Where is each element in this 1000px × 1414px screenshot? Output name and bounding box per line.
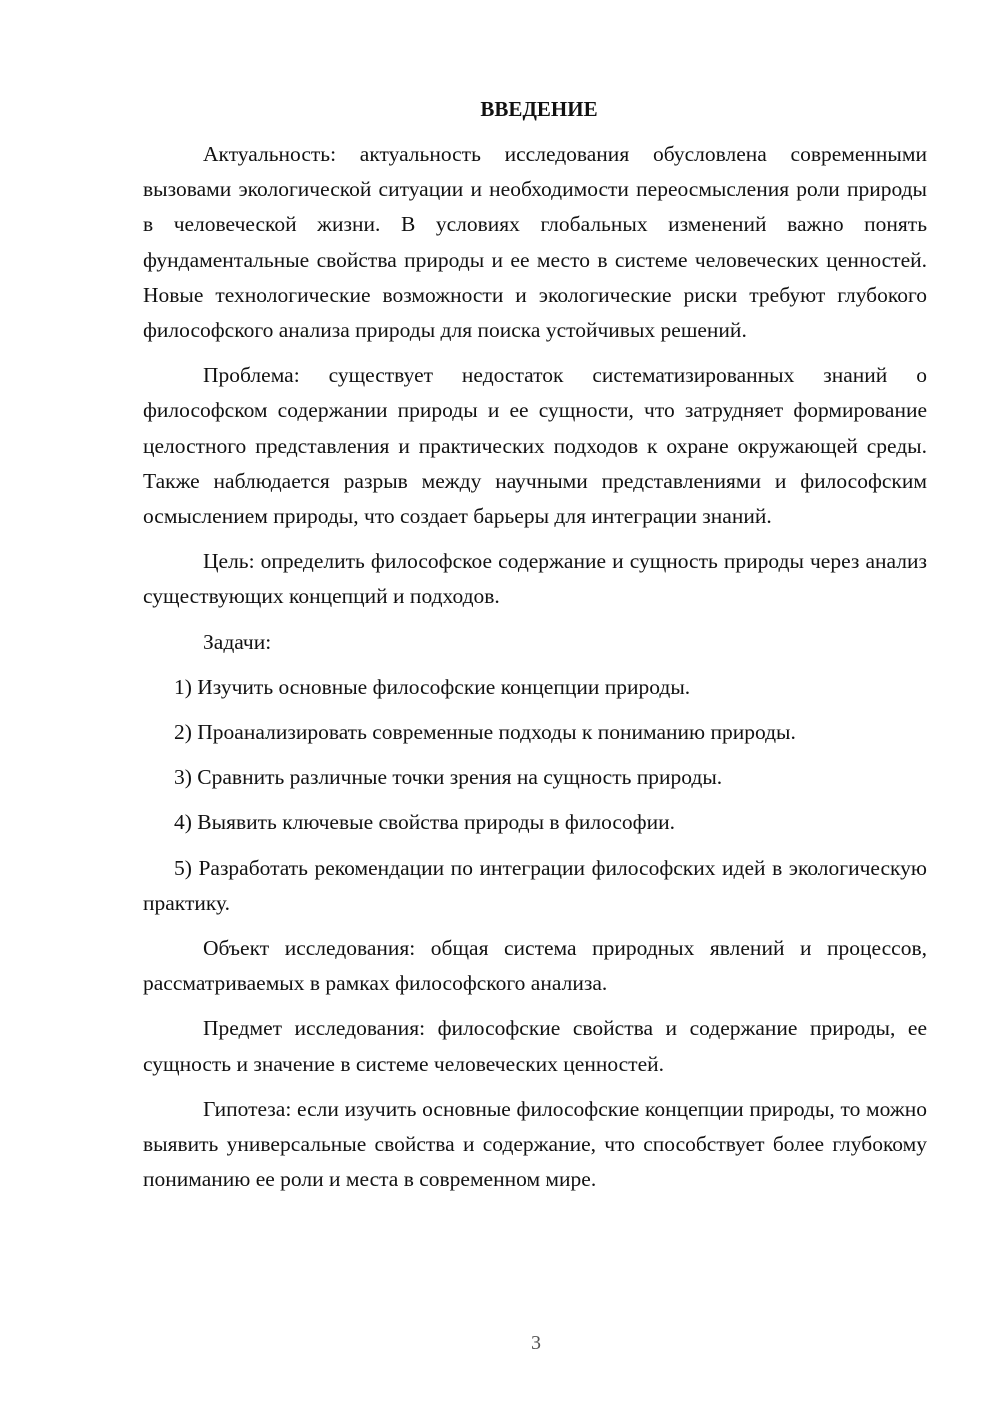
subject-paragraph: Предмет исследования: философские свойства и содержание природы, ее сущность и значение в системе человеческих ценностей. [143,1016,927,1076]
page-number: 3 [531,1332,541,1354]
hypothesis-paragraph: Гипотеза: если изучить основные философские концепции природы, то можно выявить универсальные свойства и содержание, что способствует более глубокому пониманию ее роли и места в современном мире. [143,1096,927,1192]
task-item-5: 5) Разработать рекомендации по интеграции философских идей в экологическую практику. [143,855,927,915]
task-item-4: 4) Выявить ключевые свойства природы в философии. [174,810,675,835]
relevance-paragraph: Актуальность: актуальность исследования обусловлена современными вызовами экологической ситуации и необходимости переосмысления роли природы в человеческой жизни. В условиях глобальных изменений важно понять фундаментальные свойства природы и ее место в системе человеческих ценностей. Новые технологические возможности и экологические риски требуют глубокого философского анализа природы для поиска устойчивых решений. [143,142,927,343]
task-item-1: 1) Изучить основные философские концепции природы. [174,674,691,699]
task-item-2: 2) Проанализировать современные подходы к пониманию природы. [174,720,796,745]
goal-paragraph: Цель: определить философское содержание и сущность природы через анализ существующих концепций и подходов. [143,549,927,609]
object-paragraph: Объект исследования: общая система природных явлений и процессов, рассматриваемых в рамках философского анализа. [143,936,927,996]
section-title: ВВЕДЕНИЕ [480,97,598,121]
task-item-3: 3) Сравнить различные точки зрения на сущность природы. [174,765,723,790]
tasks-heading: Задачи: [203,629,272,654]
problem-paragraph: Проблема: существует недостаток систематизированных знаний о философском содержании природы и ее сущности, что затрудняет формирование целостного представления и практических подходов к охране окружающей среды. Также наблюдается разрыв между научными представлениями и философским осмыслением природы, что создает барьеры для интеграции знаний. [143,363,927,529]
page-content [143,92,927,1197]
